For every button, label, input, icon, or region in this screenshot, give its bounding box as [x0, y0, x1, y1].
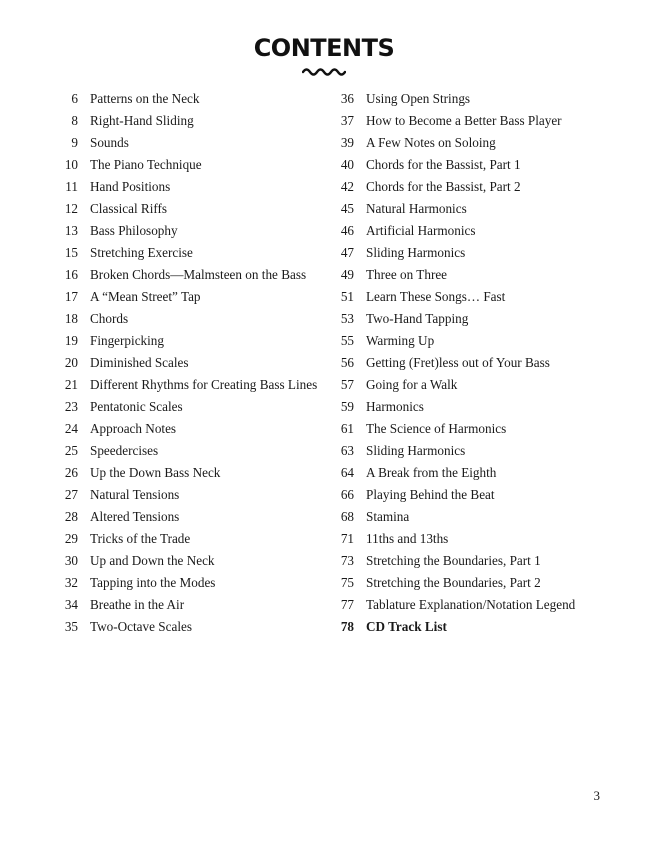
toc-entry-title: Chords for the Bassist, Part 1: [366, 157, 521, 172]
toc-entry: [326, 132, 626, 154]
toc-entry-title: Chords: [90, 311, 129, 326]
toc-entry-title: Stretching the Boundaries, Part 1: [366, 553, 541, 568]
toc-page-number: 37: [340, 113, 354, 128]
toc-entry: [326, 484, 626, 506]
toc-page-number: 34: [64, 597, 78, 612]
toc-entry: [50, 132, 330, 154]
toc-entry-title: The Science of Harmonics: [366, 421, 507, 436]
page-number: 3: [593, 788, 600, 803]
toc-entry-title: A “Mean Street” Tap: [90, 289, 201, 304]
toc-entry: [326, 220, 626, 242]
toc-page-number: 35: [64, 619, 78, 634]
toc-page-number: 36: [340, 91, 354, 106]
toc-entry: [50, 110, 330, 132]
toc-entry-title: Altered Tensions: [90, 509, 180, 524]
toc-page-number: 59: [340, 399, 354, 414]
toc-page-number: 25: [64, 443, 78, 458]
toc-entry: [50, 462, 330, 484]
toc-page-number: 45: [340, 201, 354, 216]
toc-page-number: 8: [71, 113, 78, 128]
toc-page-number: 23: [64, 399, 78, 414]
toc-entry-title: Natural Harmonics: [366, 201, 467, 216]
toc-page-number: 39: [340, 135, 354, 150]
toc-entry: [326, 462, 626, 484]
toc-entry-title: Tricks of the Trade: [90, 531, 191, 546]
toc-entry-title: Natural Tensions: [90, 487, 180, 502]
toc-entry: [50, 418, 330, 440]
toc-page-number: 56: [340, 355, 354, 370]
wave-ornament-icon: [302, 66, 346, 76]
toc-entry: [326, 550, 626, 572]
toc-entry-title: Classical Riffs: [90, 201, 168, 216]
toc-entry-title: Patterns on the Neck: [90, 91, 200, 106]
toc-page-number: 57: [340, 377, 354, 392]
toc-entry: [326, 110, 626, 132]
toc-page-number: 40: [340, 157, 354, 172]
toc-page-number: 66: [340, 487, 354, 502]
toc-entry-title: Up the Down Bass Neck: [90, 465, 221, 480]
toc-entry: [326, 594, 626, 616]
page-title: CONTENTS: [253, 34, 395, 62]
toc-page-number: 53: [340, 311, 354, 326]
toc-entry-title: Fingerpicking: [90, 333, 164, 348]
toc-entry: [50, 396, 330, 418]
toc-page-number: 19: [64, 333, 78, 348]
toc-entry: [326, 176, 626, 198]
toc-column-right: [326, 88, 626, 638]
toc-entry-title: Breathe in the Air: [90, 597, 185, 612]
toc-entry-title: Up and Down the Neck: [90, 553, 215, 568]
toc-entry-title: How to Become a Better Bass Player: [366, 113, 562, 128]
toc-page-number: 77: [340, 597, 354, 612]
toc-page-number: 64: [340, 465, 354, 480]
toc-page-number: 75: [340, 575, 354, 590]
toc-entry: [50, 176, 330, 198]
toc-entry-title: Bass Philosophy: [90, 223, 178, 238]
toc-page-number: 24: [64, 421, 78, 436]
toc-entry-title: Two-Hand Tapping: [366, 311, 469, 326]
toc-page-number: 16: [64, 267, 78, 282]
toc-entry-title: Two-Octave Scales: [90, 619, 192, 634]
toc-page-number: 10: [64, 157, 78, 172]
toc-page-number: 42: [340, 179, 354, 194]
toc-entry-title: Diminished Scales: [90, 355, 189, 370]
toc-page-number: 47: [340, 245, 354, 260]
toc-page-number: 32: [64, 575, 78, 590]
toc-entry-title: The Piano Technique: [90, 157, 202, 172]
toc-entry-title: Sounds: [90, 135, 129, 150]
toc-page-number: 26: [64, 465, 78, 480]
toc-page-number: 9: [71, 135, 78, 150]
toc-page-number: 11: [65, 179, 78, 194]
toc-entry: [326, 506, 626, 528]
toc-entry: [326, 330, 626, 352]
toc-entry: [326, 154, 626, 176]
toc-entry: [50, 264, 330, 286]
toc-entry: [326, 418, 626, 440]
toc-entry: [326, 308, 626, 330]
toc-page-number: 61: [340, 421, 354, 436]
toc-page-number: 6: [71, 91, 78, 106]
toc-page-number: 68: [340, 509, 354, 524]
toc-entry-title: 11ths and 13ths: [366, 531, 449, 546]
toc-entry: [326, 286, 626, 308]
toc-page-number: 71: [340, 531, 354, 546]
toc-entry-title: Three on Three: [366, 267, 448, 282]
toc-page-number: 49: [340, 267, 354, 282]
toc-entry: [326, 352, 626, 374]
toc-page-number: 78: [340, 619, 354, 634]
toc-column-left: [50, 88, 330, 638]
toc-entry-title: Speedercises: [90, 443, 159, 458]
toc-entry-title: Sliding Harmonics: [366, 245, 466, 260]
toc-page-number: 20: [64, 355, 78, 370]
toc-page-number: 27: [64, 487, 78, 502]
toc-entry: [50, 506, 330, 528]
toc-entry-title: Going for a Walk: [366, 377, 458, 392]
toc-entry-title: A Break from the Eighth: [366, 465, 497, 480]
toc-entry-title: Playing Behind the Beat: [366, 487, 495, 502]
toc-entry: [50, 484, 330, 506]
toc-page-number: 15: [64, 245, 78, 260]
toc-entry: [50, 440, 330, 462]
toc-entry-title: Learn These Songs… Fast: [366, 289, 506, 304]
toc-entry: [326, 440, 626, 462]
toc-entry-title: Stretching the Boundaries, Part 2: [366, 575, 541, 590]
toc-entry: [326, 88, 626, 110]
toc-entry: [326, 616, 626, 638]
toc-entry-title: Stretching Exercise: [90, 245, 193, 260]
toc-entry: [50, 88, 330, 110]
toc-entry-title: Approach Notes: [90, 421, 177, 436]
toc-entry: [50, 550, 330, 572]
toc-entry: [50, 154, 330, 176]
toc-entry: [50, 286, 330, 308]
toc-entry-title: CD Track List: [366, 619, 447, 634]
toc-entry: [50, 352, 330, 374]
toc-entry: [50, 572, 330, 594]
toc-page-number: 21: [64, 377, 78, 392]
toc-page-number: 18: [64, 311, 78, 326]
toc-entry-title: Stamina: [366, 509, 410, 524]
toc-entry-title: Using Open Strings: [366, 91, 471, 106]
toc-page-number: 28: [64, 509, 78, 524]
toc-entry-title: Different Rhythms for Creating Bass Lines: [90, 377, 318, 392]
toc-entry-title: Getting (Fret)less out of Your Bass: [366, 355, 550, 370]
toc-page-number: 51: [340, 289, 354, 304]
toc-page-number: 13: [64, 223, 78, 238]
toc-entry: [326, 572, 626, 594]
toc-entry-title: Hand Positions: [90, 179, 171, 194]
toc-entry-title: Tapping into the Modes: [90, 575, 216, 590]
toc-entry: [50, 220, 330, 242]
toc-entry: [326, 264, 626, 286]
toc-entry: [50, 330, 330, 352]
toc-entry: [50, 528, 330, 550]
toc-page-number: 46: [340, 223, 354, 238]
toc-entry: [326, 396, 626, 418]
toc-entry: [50, 374, 330, 396]
toc-entry: [326, 528, 626, 550]
toc-page-number: 55: [340, 333, 354, 348]
toc-entry-title: Pentatonic Scales: [90, 399, 183, 414]
toc-entry-title: Warming Up: [366, 333, 435, 348]
toc-entry-title: Harmonics: [366, 399, 424, 414]
toc-entry: [326, 198, 626, 220]
toc-entry-title: Right-Hand Sliding: [90, 113, 194, 128]
toc-page-number: 30: [64, 553, 78, 568]
toc-entry-title: Sliding Harmonics: [366, 443, 466, 458]
toc-entry: [326, 242, 626, 264]
toc-entry-title: Chords for the Bassist, Part 2: [366, 179, 521, 194]
toc-page-number: 63: [340, 443, 354, 458]
toc-page-number: 17: [64, 289, 78, 304]
toc-entry: [326, 374, 626, 396]
toc-entry: [50, 198, 330, 220]
toc-entry: [50, 242, 330, 264]
toc-entry-title: Broken Chords—Malmsteen on the Bass: [90, 267, 307, 282]
toc-entry: [50, 308, 330, 330]
toc-entry-title: Tablature Explanation/Notation Legend: [366, 597, 576, 612]
toc-page-number: 73: [340, 553, 354, 568]
toc-page-number: 29: [64, 531, 78, 546]
toc-entry-title: A Few Notes on Soloing: [366, 135, 496, 150]
toc-entry-title: Artificial Harmonics: [366, 223, 476, 238]
toc-entry: [50, 616, 330, 638]
toc-entry: [50, 594, 330, 616]
toc-page-number: 12: [64, 201, 78, 216]
